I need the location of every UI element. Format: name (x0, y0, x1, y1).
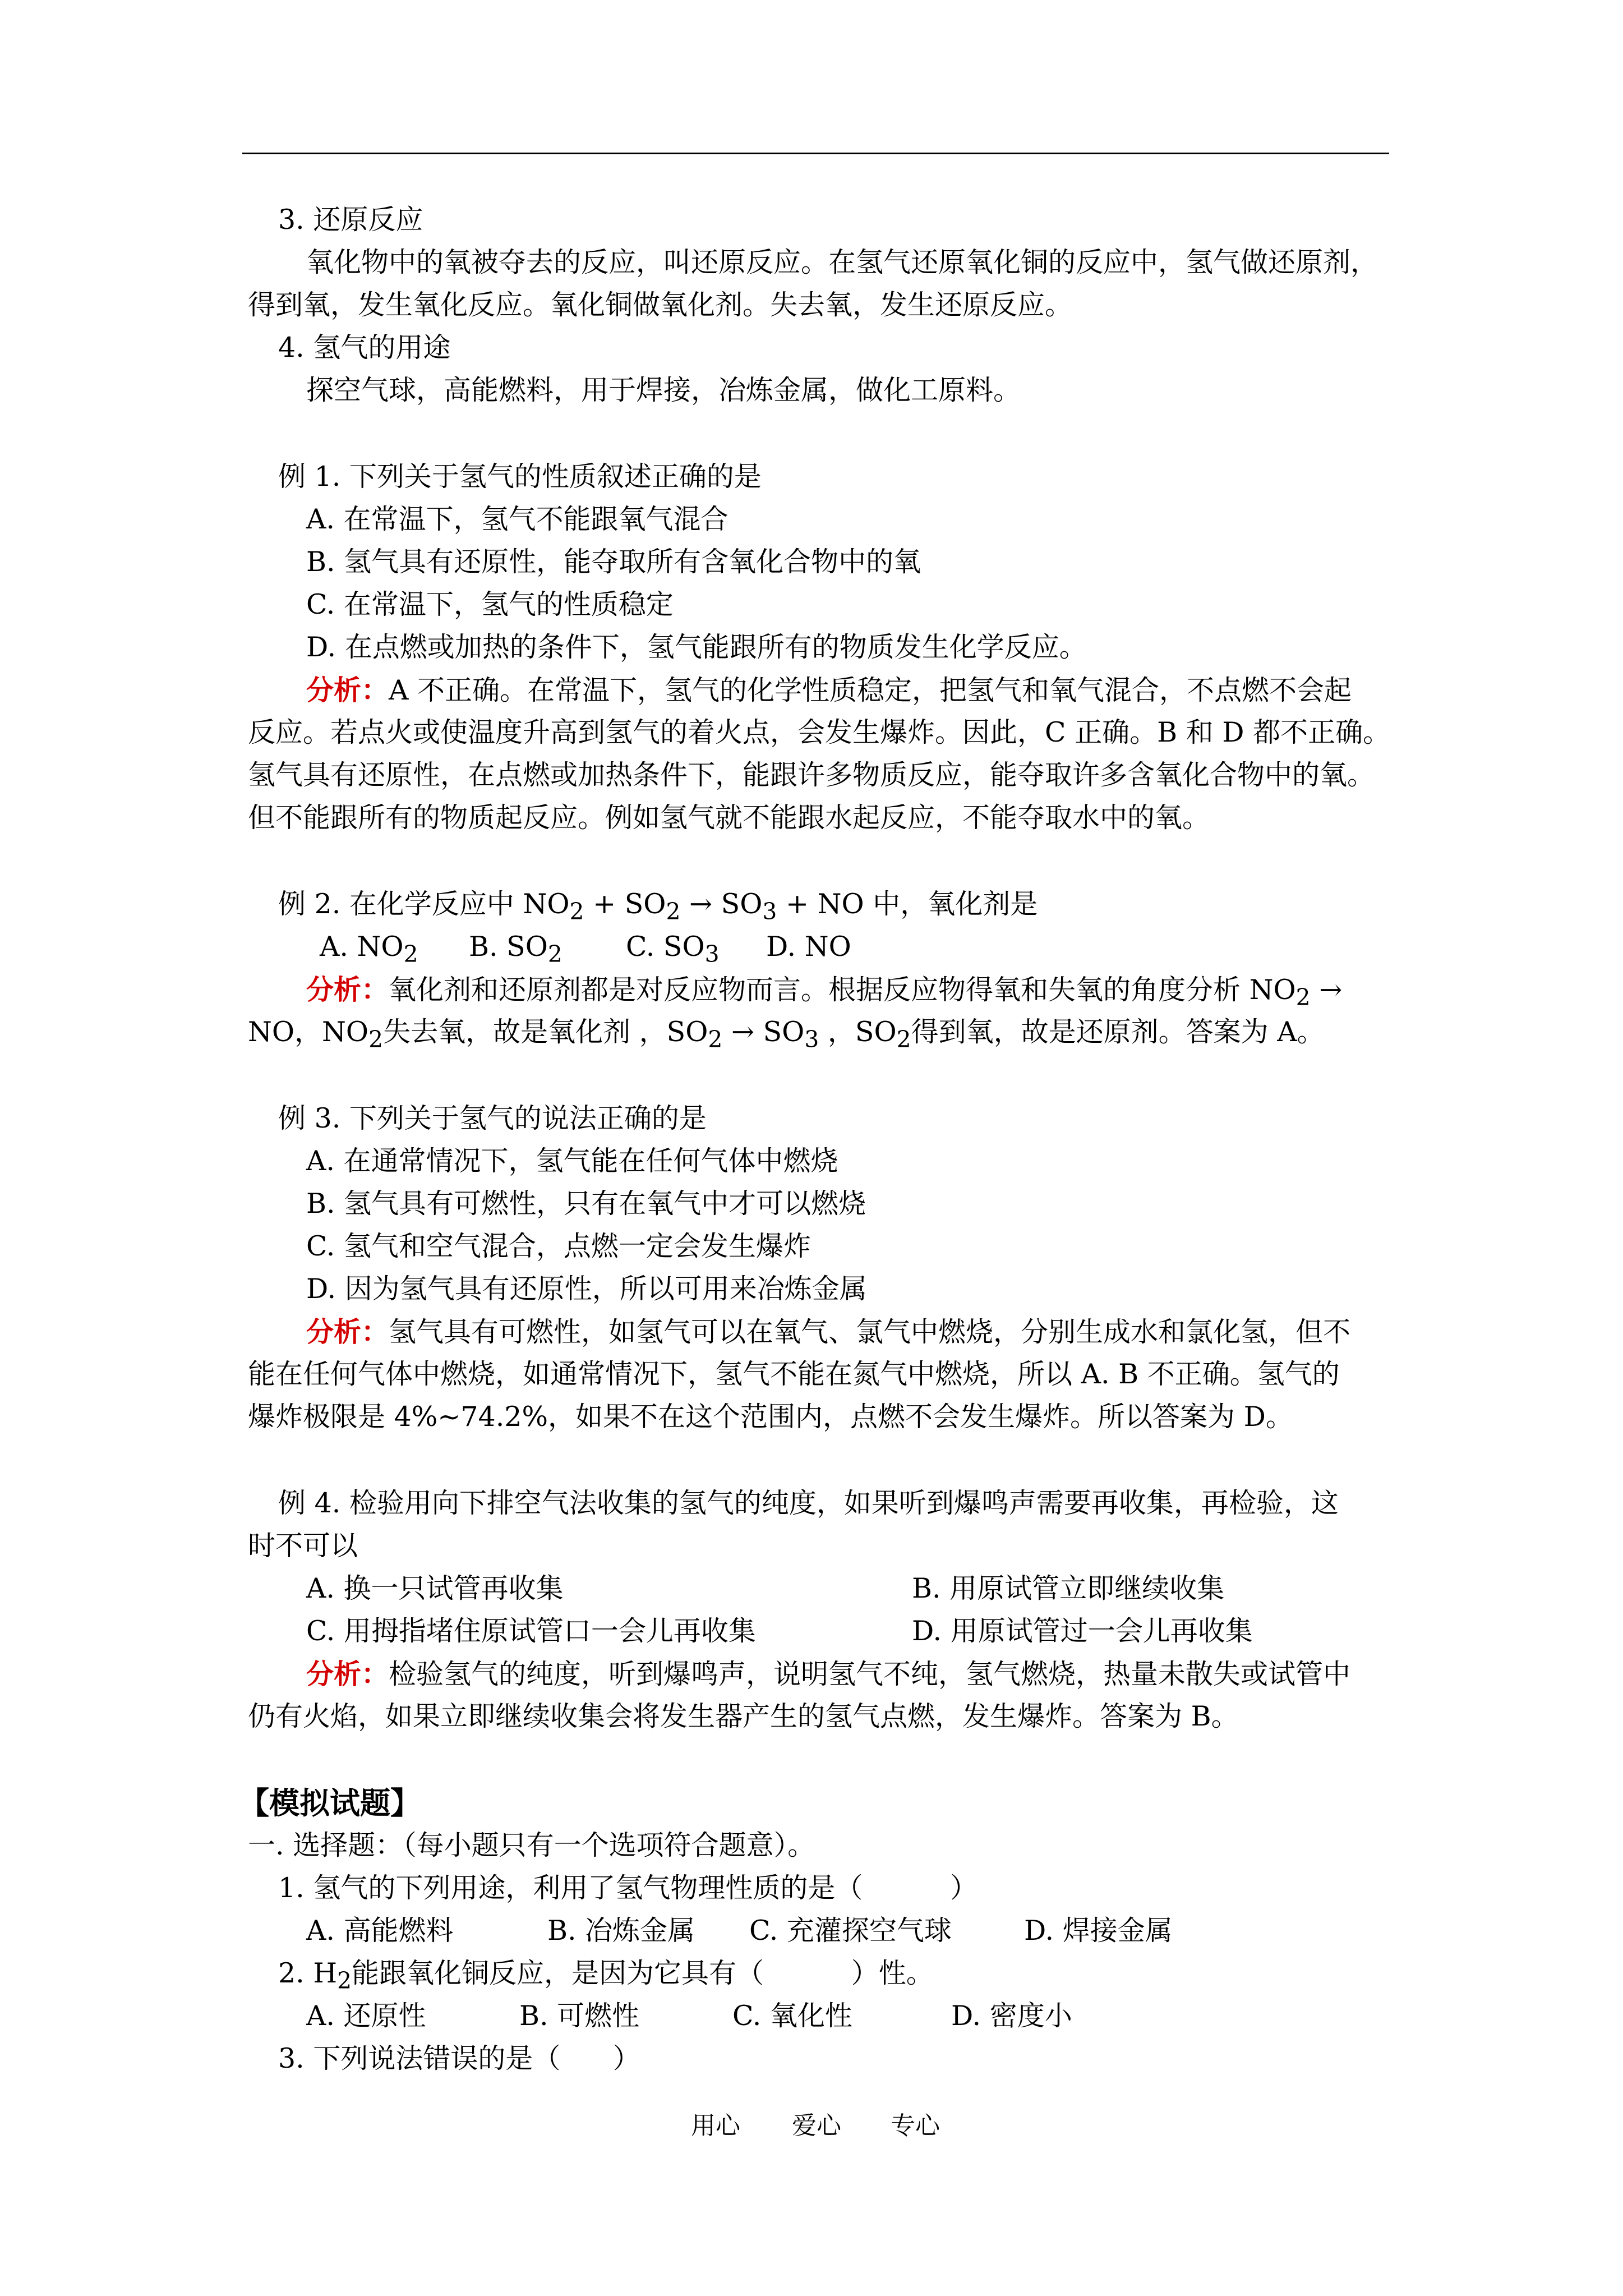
example3-analysis-line3: 爆炸极限是 4%~74.2%，如果不在这个范围内，点燃不会发生爆炸。所以答案为 D。 (248, 1401, 1293, 1433)
subscript: 2 (403, 940, 418, 968)
example1-question: 例 1. 下列关于氢气的性质叙述正确的是 (278, 461, 762, 493)
q-text: + SO (584, 888, 666, 920)
subscript: 2 (337, 1967, 352, 1994)
analysis-text: 失去氧，故是氧化剂 ，SO (383, 1016, 708, 1048)
example1-analysis-line1 (306, 673, 1352, 707)
mock-question1: 1. 氢气的下列用途，利用了氢气物理性质的是（ ） (278, 1872, 978, 1904)
q-text: 例 2. 在化学反应中 NO (278, 888, 570, 920)
analysis-text: 得到氧，故是还原剂。答案为 A。 (911, 1016, 1325, 1048)
analysis-text: 氧化剂和还原剂都是对反应物而言。根据反应物得氧和失氧的角度分析 NO (389, 974, 1296, 1006)
example3-option-c: C. 氢气和空气混合，点燃一定会发生爆炸 (306, 1230, 811, 1262)
example3-analysis-line1 (306, 1315, 1350, 1349)
example2-option-c (626, 930, 720, 971)
mock-q2-option-d: D. 密度小 (951, 2000, 1072, 2032)
example2-analysis-line2 (248, 1015, 1325, 1056)
example4-analysis-line1 (306, 1657, 1350, 1691)
mock-q1-option-d: D. 焊接金属 (1024, 1915, 1173, 1947)
q-text: + NO 中，氧化剂是 (777, 888, 1038, 920)
analysis-label: 分析： (306, 1658, 389, 1690)
footer-text-c: 专心 (891, 2111, 940, 2140)
example1-option-c: C. 在常温下，氢气的性质稳定 (306, 588, 674, 620)
example2-question (278, 887, 1038, 928)
q-text: 能跟氧化铜反应，是因为它具有（ ）性。 (352, 1957, 934, 1989)
option-text: A. NO (320, 931, 404, 963)
section4-paragraph: 探空气球，高能燃料，用于焊接，冶炼金属，做化工原料。 (306, 374, 1021, 406)
subscript: 2 (368, 1025, 384, 1053)
example4-option-d: D. 用原试管过一会儿再收集 (912, 1615, 1253, 1647)
analysis-text: NO，NO (248, 1016, 369, 1048)
mock-q1-option-a: A. 高能燃料 (306, 1915, 454, 1947)
example1-option-d: D. 在点燃或加热的条件下，氢气能跟所有的物质发生化学反应。 (306, 631, 1087, 663)
header-rule (242, 153, 1389, 154)
option-text: B. SO (469, 931, 548, 963)
mock-part1-title: 一. 选择题：（每小题只有一个选项符合题意）。 (248, 1829, 815, 1861)
example4-option-b: B. 用原试管立即继续收集 (912, 1572, 1225, 1604)
mock-q2-option-c: C. 氧化性 (732, 2000, 852, 2032)
analysis-label: 分析： (306, 973, 389, 1006)
subscript: 3 (804, 1025, 819, 1053)
example1-analysis-line4: 但不能跟所有的物质起反应。例如氢气就不能跟水起反应，不能夺取水中的氧。 (248, 802, 1210, 834)
section3-title: 3. 还原反应 (278, 204, 423, 236)
q-text: 2. H (278, 1957, 338, 1989)
analysis-text: 氢气具有可燃性，如氢气可以在氧气、氯气中燃烧，分别生成水和氯化氢，但不 (389, 1316, 1351, 1348)
example1-analysis-line2: 反应。若点火或使温度升高到氢气的着火点，会发生爆炸。因此，C 正确。B 和 D 都不正确。 (248, 716, 1391, 748)
example4-question-line2: 时不可以 (248, 1530, 358, 1562)
example3-option-a: A. 在通常情况下，氢气能在任何气体中燃烧 (306, 1145, 838, 1177)
section4-title: 4. 氢气的用途 (278, 332, 451, 364)
analysis-text: ，SO (819, 1016, 897, 1048)
example3-option-d: D. 因为氢气具有还原性，所以可用来冶炼金属 (306, 1273, 867, 1305)
example4-question-line1: 例 4. 检验用向下排空气法收集的氢气的纯度，如果听到爆鸣声需要再收集，再检验，这 (278, 1487, 1339, 1519)
example4-option-a: A. 换一只试管再收集 (306, 1572, 564, 1604)
subscript: 2 (666, 898, 681, 925)
subscript: 3 (762, 898, 777, 925)
option-text: C. SO (626, 931, 705, 963)
subscript: 2 (1295, 983, 1311, 1011)
example4-option-c: C. 用拇指堵住原试管口一会儿再收集 (306, 1615, 756, 1647)
mock-question2 (278, 1957, 934, 1998)
subscript: 2 (547, 940, 562, 968)
subscript: 2 (708, 1025, 723, 1053)
footer-text-b: 爱心 (792, 2111, 841, 2140)
section3-paragraph-line1: 氧化物中的氧被夺去的反应，叫还原反应。在氢气还原氧化铜的反应中，氢气做还原剂， (306, 246, 1378, 278)
example3-analysis-line2: 能在任何气体中燃烧，如通常情况下，氢气不能在氮气中燃烧，所以 A. B 不正确。氢气的 (248, 1358, 1340, 1390)
example4-analysis-line2: 仍有火焰，如果立即继续收集会将发生器产生的氢气点燃，发生爆炸。答案为 B。 (248, 1700, 1239, 1732)
subscript: 3 (704, 940, 720, 968)
analysis-text: 检验氢气的纯度，听到爆鸣声，说明氢气不纯，氢气燃烧，热量未散失或试管中 (389, 1658, 1351, 1690)
analysis-label: 分析： (306, 1315, 389, 1348)
mock-q2-option-a: A. 还原性 (306, 2000, 426, 2032)
example3-option-b: B. 氢气具有可燃性，只有在氧气中才可以燃烧 (306, 1188, 866, 1220)
analysis-text: A 不正确。在常温下，氢气的化学性质稳定，把氢气和氧气混合，不点燃不会起 (389, 674, 1352, 706)
example1-option-b: B. 氢气具有还原性，能夺取所有含氧化合物中的氧 (306, 546, 921, 578)
footer-text-a: 用心 (691, 2111, 740, 2140)
mock-question3: 3. 下列说法错误的是（ ） (278, 2042, 640, 2074)
mock-q2-option-b: B. 可燃性 (519, 2000, 640, 2032)
mock-q1-option-c: C. 充灌探空气球 (749, 1915, 952, 1947)
example1-option-a: A. 在常温下，氢气不能跟氧气混合 (306, 503, 728, 535)
q-text: → SO (680, 888, 763, 920)
example1-analysis-line3: 氢气具有还原性，在点燃或加热条件下，能跟许多物质反应，能夺取许多含氧化合物中的氧。 (248, 759, 1375, 791)
subscript: 2 (896, 1025, 911, 1053)
example3-question: 例 3. 下列关于氢气的说法正确的是 (278, 1102, 707, 1134)
example2-analysis-line1 (306, 973, 1342, 1014)
example2-option-a (320, 930, 418, 971)
analysis-text: → (1310, 974, 1343, 1006)
mock-test-heading: 【模拟试题】 (239, 1785, 421, 1821)
example2-option-b (469, 930, 562, 971)
subscript: 2 (569, 898, 584, 925)
example2-option-d: D. NO (766, 931, 851, 963)
section3-paragraph-line2: 得到氧，发生氧化反应。氧化铜做氧化剂。失去氧，发生还原反应。 (248, 289, 1073, 321)
mock-q1-option-b: B. 冶炼金属 (547, 1915, 695, 1947)
analysis-label: 分析： (306, 674, 389, 706)
analysis-text: → SO (722, 1016, 805, 1048)
